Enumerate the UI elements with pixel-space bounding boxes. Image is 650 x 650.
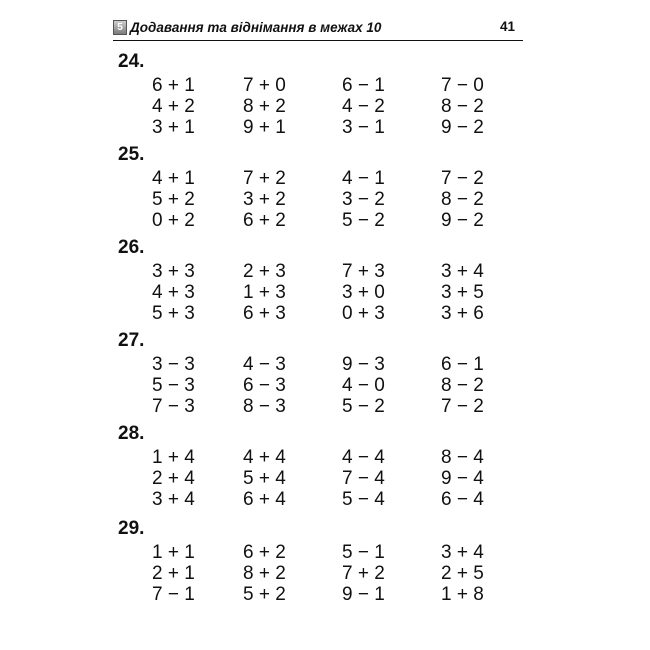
running-title: Додавання та віднімання в межах 10: [130, 19, 382, 35]
exercise-number: 28.: [118, 423, 145, 444]
problem-grid: [118, 168, 538, 231]
math-expression: 9 + 1: [243, 117, 286, 138]
math-expression: 9 − 4: [441, 468, 484, 489]
indent-spacer: [118, 542, 152, 563]
exercise-block: [118, 519, 538, 605]
indent-spacer: [118, 584, 152, 605]
page-number: 41: [499, 19, 515, 34]
math-expression: 8 − 2: [441, 96, 484, 117]
math-expression: 9 − 3: [342, 354, 385, 375]
indent-spacer: [118, 117, 152, 138]
math-expression: 7 − 2: [441, 396, 484, 417]
math-expression: 7 − 1: [152, 584, 195, 605]
page-header: [113, 15, 523, 41]
math-expression: 9 − 2: [441, 210, 484, 231]
math-expression: 7 − 2: [441, 168, 484, 189]
math-expression: 8 + 2: [243, 96, 286, 117]
math-expression: 3 + 6: [441, 303, 484, 324]
math-expression: 5 + 4: [243, 468, 286, 489]
exercise-number: 29.: [118, 518, 145, 539]
math-expression: 4 − 4: [342, 447, 385, 468]
math-expression: 3 + 0: [342, 282, 385, 303]
math-expression: 6 + 3: [243, 303, 286, 324]
math-expression: 5 − 2: [342, 210, 385, 231]
math-expression: 5 + 2: [152, 189, 195, 210]
exercise-number: 27.: [118, 330, 145, 351]
exercise-block: [118, 52, 538, 138]
math-expression: 6 + 2: [243, 210, 286, 231]
math-expression: 9 − 2: [441, 117, 484, 138]
math-expression: 5 + 2: [243, 584, 286, 605]
math-expression: 6 − 4: [441, 489, 484, 510]
math-expression: 5 − 2: [342, 396, 385, 417]
math-expression: 6 − 1: [342, 75, 385, 96]
math-expression: 3 − 2: [342, 189, 385, 210]
math-expression: 6 + 2: [243, 542, 286, 563]
math-expression: 1 + 3: [243, 282, 286, 303]
math-expression: 4 + 1: [152, 168, 195, 189]
math-expression: 2 + 3: [243, 261, 286, 282]
math-expression: 8 − 4: [441, 447, 484, 468]
math-expression: 3 + 5: [441, 282, 484, 303]
math-expression: 4 + 3: [152, 282, 195, 303]
math-expression: 8 − 2: [441, 189, 484, 210]
math-expression: 0 + 3: [342, 303, 385, 324]
math-expression: 6 − 3: [243, 375, 286, 396]
math-expression: 7 + 0: [243, 75, 286, 96]
math-expression: 4 + 4: [243, 447, 286, 468]
exercise-block: [118, 424, 538, 510]
math-expression: 6 + 4: [243, 489, 286, 510]
indent-spacer: [118, 468, 152, 489]
math-expression: 5 − 1: [342, 542, 385, 563]
math-expression: 2 + 1: [152, 563, 195, 584]
exercise-block: [118, 331, 538, 417]
header-left: [113, 15, 381, 39]
indent-spacer: [118, 447, 152, 468]
indent-spacer: [118, 96, 152, 117]
math-expression: 3 − 1: [342, 117, 385, 138]
indent-spacer: [118, 189, 152, 210]
indent-spacer: [118, 396, 152, 417]
math-expression: 3 + 4: [441, 542, 484, 563]
math-expression: 4 − 2: [342, 96, 385, 117]
math-expression: 2 + 5: [441, 563, 484, 584]
problem-grid: [118, 354, 538, 417]
exercise-number: 25.: [118, 144, 145, 165]
math-expression: 0 + 2: [152, 210, 195, 231]
math-expression: 4 + 2: [152, 96, 195, 117]
math-expression: 1 + 1: [152, 542, 195, 563]
math-expression: 3 + 4: [441, 261, 484, 282]
problem-grid: [118, 542, 538, 605]
math-expression: 8 + 2: [243, 563, 286, 584]
problem-grid: [118, 75, 538, 138]
math-expression: 7 − 4: [342, 468, 385, 489]
math-expression: 8 − 2: [441, 375, 484, 396]
indent-spacer: [118, 75, 152, 96]
exercise-block: [118, 145, 538, 231]
problem-grid: [118, 447, 538, 510]
math-expression: 5 − 4: [342, 489, 385, 510]
indent-spacer: [118, 261, 152, 282]
math-expression: 4 − 0: [342, 375, 385, 396]
math-expression: 6 − 1: [441, 354, 484, 375]
exercise-number: 26.: [118, 237, 145, 258]
indent-spacer: [118, 354, 152, 375]
math-expression: 3 + 3: [152, 261, 195, 282]
exercise-block: [118, 238, 538, 324]
problem-grid: [118, 261, 538, 324]
exercise-number: 24.: [118, 51, 145, 72]
indent-spacer: [118, 282, 152, 303]
math-expression: 8 − 3: [243, 396, 286, 417]
math-expression: 4 − 1: [342, 168, 385, 189]
math-expression: 7 + 2: [243, 168, 286, 189]
math-expression: 3 + 4: [152, 489, 195, 510]
indent-spacer: [118, 375, 152, 396]
math-expression: 6 + 1: [152, 75, 195, 96]
math-expression: 4 − 3: [243, 354, 286, 375]
indent-spacer: [118, 489, 152, 510]
chapter-tab: 5: [113, 20, 127, 35]
math-expression: 5 − 3: [152, 375, 195, 396]
math-expression: 7 − 3: [152, 396, 195, 417]
math-expression: 3 − 3: [152, 354, 195, 375]
indent-spacer: [118, 168, 152, 189]
math-expression: 7 + 2: [342, 563, 385, 584]
math-expression: 1 + 8: [441, 584, 484, 605]
math-expression: 7 − 0: [441, 75, 484, 96]
math-expression: 9 − 1: [342, 584, 385, 605]
math-expression: 3 + 2: [243, 189, 286, 210]
indent-spacer: [118, 563, 152, 584]
indent-spacer: [118, 210, 152, 231]
math-expression: 7 + 3: [342, 261, 385, 282]
math-expression: 1 + 4: [152, 447, 195, 468]
math-expression: 3 + 1: [152, 117, 195, 138]
indent-spacer: [118, 303, 152, 324]
math-expression: 5 + 3: [152, 303, 195, 324]
math-expression: 2 + 4: [152, 468, 195, 489]
